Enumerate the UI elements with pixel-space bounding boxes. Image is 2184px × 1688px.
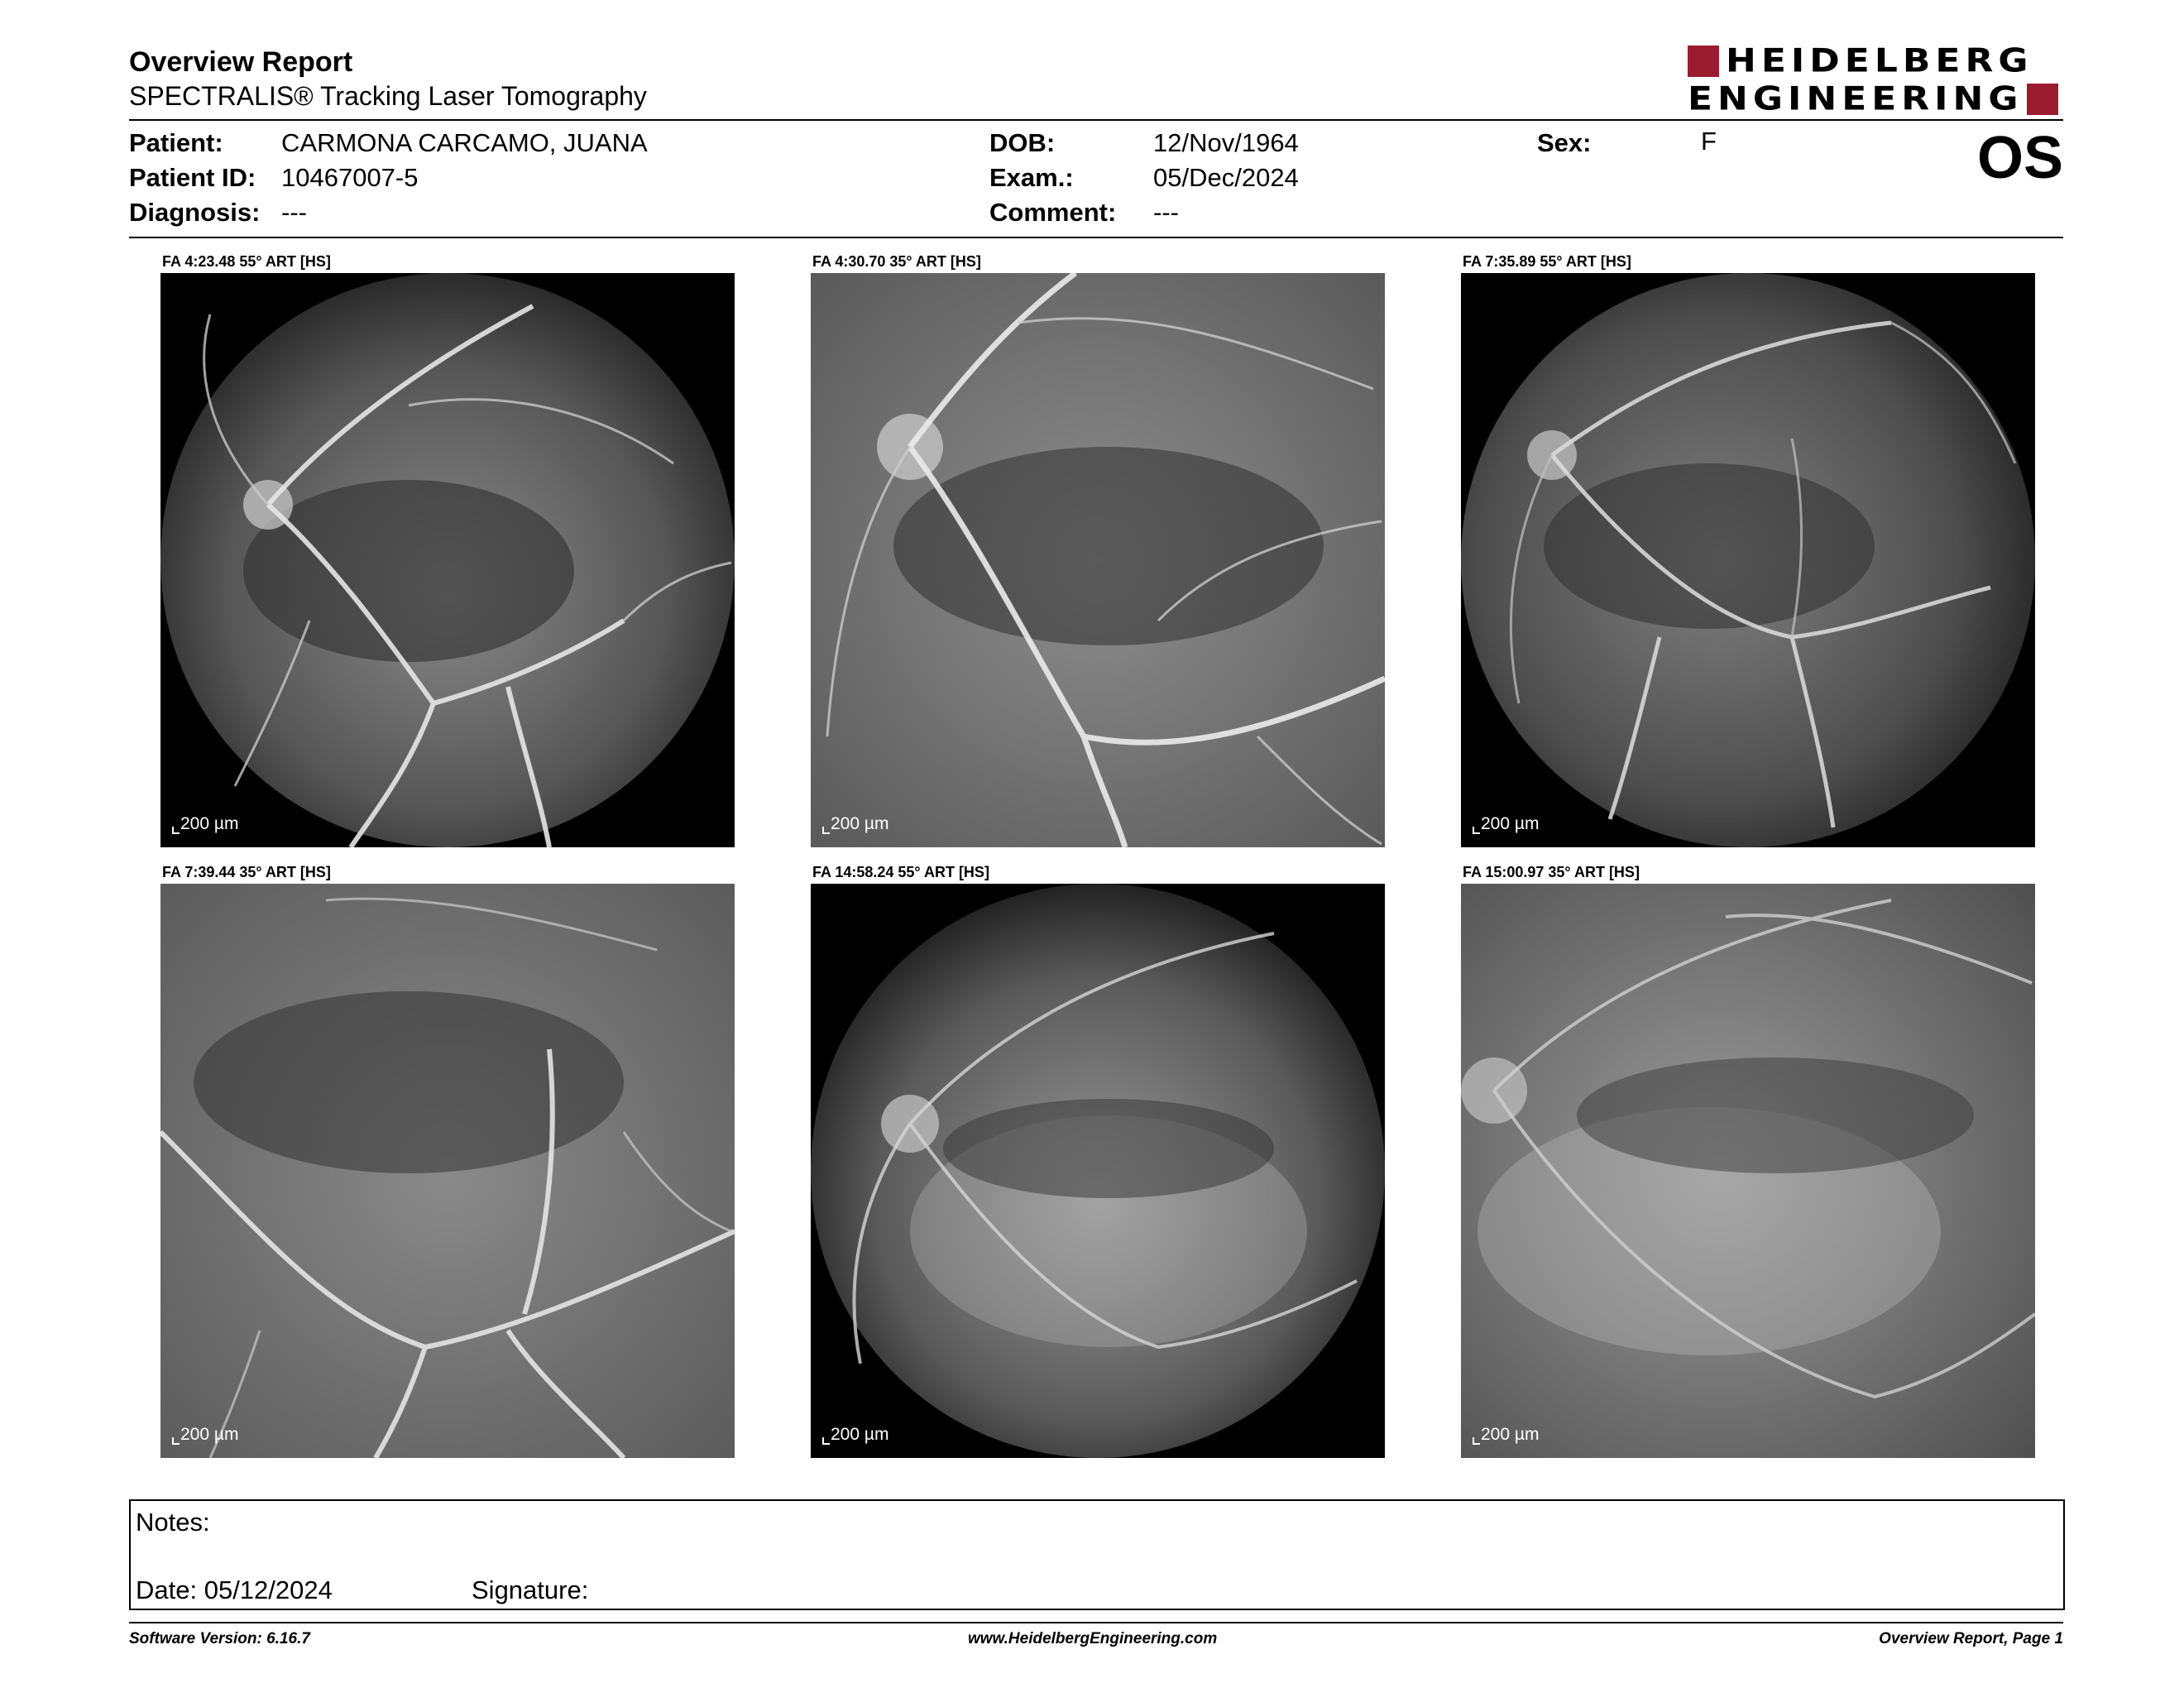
page-indicator: Overview Report, Page 1: [1879, 1630, 2063, 1647]
scale-corner-icon: [822, 1437, 830, 1445]
date-label: Date: 05/12/2024: [136, 1575, 333, 1604]
image-caption: FA 7:35.89 55° ART [HS]: [1463, 253, 1631, 270]
scale-corner-icon: [172, 1437, 180, 1445]
scale-bar: 200 µm: [822, 1425, 888, 1445]
eye-indicator: OS: [1977, 125, 2064, 191]
fundus-image[interactable]: [1461, 884, 2035, 1458]
exam-label: Exam.:: [989, 163, 1074, 192]
notes-box[interactable]: [129, 1499, 2065, 1610]
fundus-image[interactable]: [811, 884, 1385, 1458]
fundus-image[interactable]: [160, 884, 735, 1458]
patient-divider: [129, 237, 2063, 238]
comment-value: ---: [1153, 198, 1179, 227]
report-subtitle: SPECTRALIS® Tracking Laser Tomography: [129, 81, 647, 111]
exam-value: 05/Dec/2024: [1153, 163, 1299, 192]
dob-label: DOB:: [989, 128, 1056, 157]
image-caption: FA 7:39.44 35° ART [HS]: [162, 864, 331, 880]
scale-corner-icon: [822, 827, 830, 834]
signature-label: Signature:: [472, 1575, 589, 1604]
logo-text-bottom: ENGINEERING: [1688, 79, 2024, 118]
heidelberg-logo: [1688, 41, 2065, 118]
scale-corner-icon: [1473, 827, 1480, 834]
logo-text-top: HEIDELBERG: [1726, 41, 2033, 80]
fundus-image[interactable]: [160, 273, 735, 847]
fundus-image[interactable]: [811, 273, 1385, 847]
comment-label: Comment:: [989, 198, 1117, 227]
patient-id-label: Patient ID:: [129, 163, 256, 192]
fundus-image[interactable]: [1461, 273, 2035, 847]
notes-label: Notes:: [136, 1508, 210, 1537]
footer-divider: [129, 1622, 2063, 1623]
header-divider: [129, 119, 2063, 121]
patient-id-value: 10467007-5: [281, 163, 419, 192]
scale-bar: 200 µm: [172, 814, 238, 834]
logo-square-right-icon: [2027, 84, 2058, 115]
image-caption: FA 14:58.24 55° ART [HS]: [812, 864, 989, 880]
dob-value: 12/Nov/1964: [1153, 128, 1299, 157]
patient-label: Patient:: [129, 128, 223, 157]
scale-bar: 200 µm: [1473, 1425, 1539, 1445]
image-caption: FA 4:23.48 55° ART [HS]: [162, 253, 331, 270]
report-title: Overview Report: [129, 46, 353, 78]
scale-corner-icon: [172, 827, 180, 834]
scale-corner-icon: [1473, 1437, 1480, 1445]
scale-bar: 200 µm: [822, 814, 888, 834]
diagnosis-value: ---: [281, 198, 307, 227]
software-version: Software Version: 6.16.7: [129, 1630, 310, 1647]
image-caption: FA 15:00.97 35° ART [HS]: [1463, 864, 1640, 880]
website-link[interactable]: www.HeidelbergEngineering.com: [968, 1630, 1218, 1647]
sex-label: Sex:: [1537, 128, 1592, 157]
scale-bar: 200 µm: [1473, 814, 1539, 834]
patient-value: CARMONA CARCAMO, JUANA: [281, 128, 648, 157]
logo-square-left-icon: [1688, 46, 1719, 77]
image-caption: FA 4:30.70 35° ART [HS]: [812, 253, 981, 270]
sex-value: F: [1701, 127, 1717, 156]
diagnosis-label: Diagnosis:: [129, 198, 261, 227]
scale-bar: 200 µm: [172, 1425, 238, 1445]
